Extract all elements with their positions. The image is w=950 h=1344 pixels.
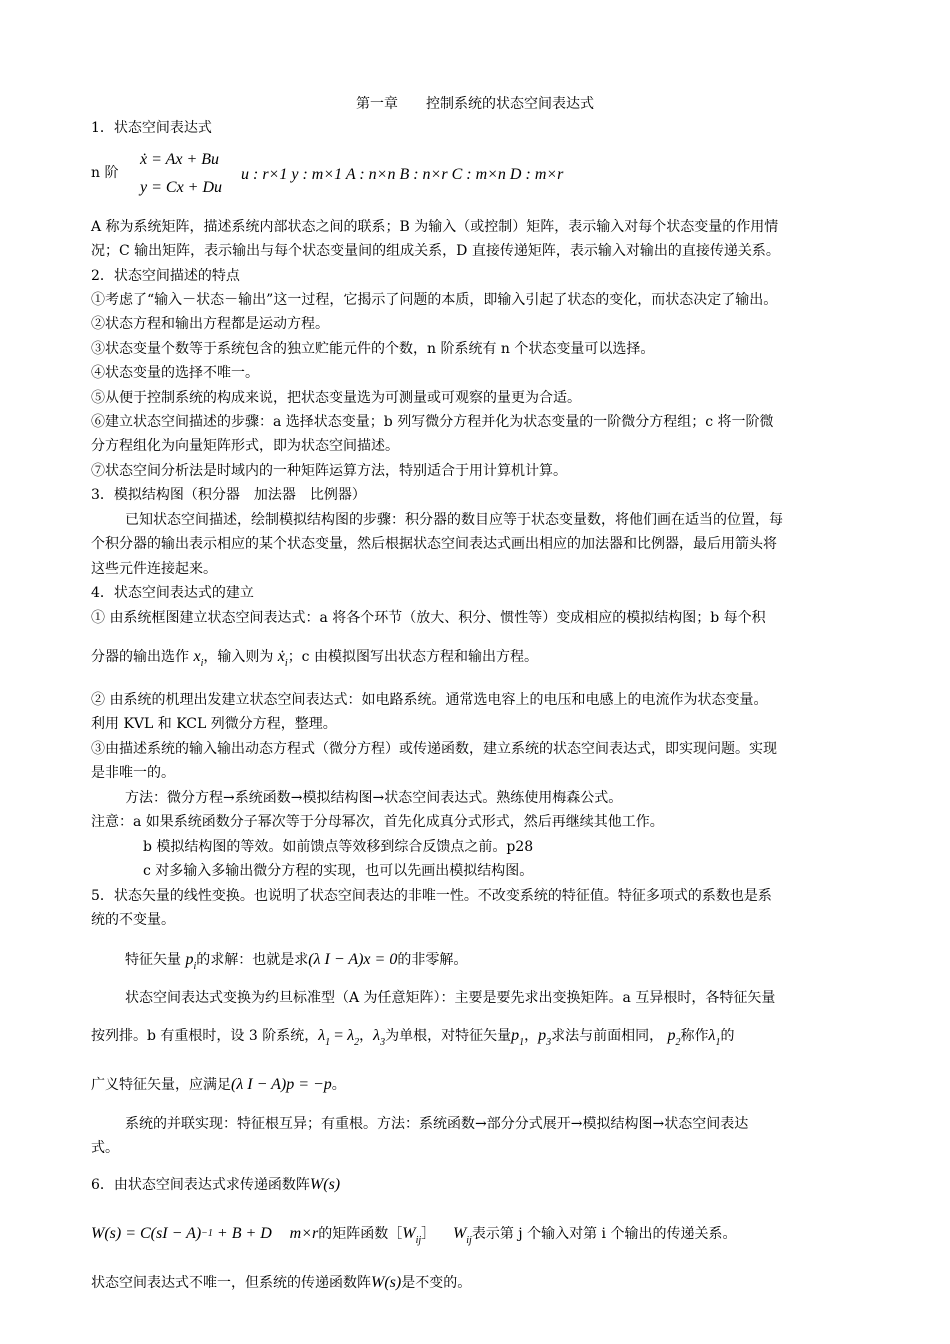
math-subscript: i: [200, 658, 204, 669]
text-run: 的矩阵函数［: [318, 1226, 403, 1242]
paragraph-line: A 称为系统矩阵，描述系统内部状态之间的联系；B 为输入（或控制）矩阵，表示输入对每个状态变量的作用情: [91, 219, 779, 235]
text-run: 。: [331, 1077, 346, 1093]
section-3-heading: 3．模拟结构图（积分器 加法器 比例器）: [91, 487, 366, 503]
list-item: ① 由系统框图建立状态空间表达式：a 将各个环节（放大、积分、惯性等）变成相应的模拟结构图；b 每个积: [91, 610, 766, 626]
math-p: p: [667, 1027, 676, 1044]
eigenvector-line: [91, 948, 909, 973]
text-run: 的非零解。: [397, 952, 468, 968]
math-subscript: ij: [466, 1235, 472, 1246]
text-run: 称作: [680, 1028, 709, 1044]
paragraph-line: 按列排。b 有重根时，设 3 阶系统，$\lambda_1 = \lambda_2$，$\lambda_3$为单根，对特征矢量$p_1$，$p_3$求法与前面相同， $p_2$称作$\lambda_1$的: [91, 1027, 735, 1048]
paragraph-line: [91, 1073, 909, 1097]
list-item: ⑥建立状态空间描述的步骤：a 选择状态变量；b 列写微分方程并化为状态变量的一阶微分方程组；c 将一阶微: [91, 414, 774, 430]
paragraph-line: 个积分器的输出表示相应的某个状态变量，然后根据状态空间表达式画出相应的加法器和比例器，最后用箭头将: [91, 536, 777, 552]
note-line: c 对多输入多输出微分方程的实现，也可以先画出模拟结构图。: [143, 863, 534, 879]
math-Ws: W(s): [371, 1274, 402, 1291]
text-run: 为单根，对特征矢量: [385, 1028, 512, 1044]
note-line: 注意：a 如果系统函数分子幂次等于分母幂次，首先化成真分式形式，然后再继续其他工作。: [91, 814, 664, 830]
list-item: ② 由系统的机理出发建立状态空间表达式：如电路系统。通常选电容上的电压和电感上的电流作为状态变量。: [91, 692, 768, 708]
math-xdot: ẋ: [277, 648, 285, 665]
math-m-by-r: m×r: [289, 1225, 319, 1242]
final-line: [91, 1271, 909, 1295]
paragraph-line: 已知状态空间描述，绘制模拟结构图的步骤：积分器的数目应等于状态变量数，将他们画在适当的位置，每: [125, 512, 783, 528]
text-run: 分器的输出选作: [91, 649, 189, 665]
text-run: 特征矢量: [125, 952, 181, 968]
list-item: ⑤从便于控制系统的构成来说，把状态变量选为可测量或可观察的量更为合适。: [91, 390, 581, 406]
chapter-name: 控制系统的状态空间表达式: [426, 96, 594, 112]
math-equals: =: [330, 1027, 348, 1044]
math-subscript: 1: [519, 1037, 525, 1048]
section-6-heading: [91, 1173, 909, 1197]
math-W-rest: + B + D: [212, 1225, 272, 1242]
math-p: p: [185, 951, 194, 968]
math-subscript: 3: [546, 1037, 552, 1048]
text-run: ］: [421, 1226, 436, 1242]
math-subscript: ij: [415, 1235, 422, 1246]
text-run: 的求解：也就是求: [196, 952, 309, 968]
math-subscript: i: [284, 658, 288, 669]
math-subscript: 2: [354, 1037, 360, 1048]
output-equation: y = Cx + Du: [140, 179, 223, 196]
paragraph-line: 况；C 输出矩阵，表示输出与每个状态变量间的组成关系，D 直接传递矩阵，表示输入对输出的直接传递关系。: [91, 243, 780, 259]
dimension-list: u : r×1 y : m×1 A : n×n B : n×r C : m×n D : m×r: [241, 166, 564, 183]
note-line: b 模拟结构图的等效。如前馈点等效移到综合反馈点之前。p28: [143, 839, 534, 855]
list-item: ①考虑了“输入－状态－输出”这一过程，它揭示了问题的本质，即输入引起了状态的变化，而状态决定了输出。: [91, 292, 778, 308]
math-subscript: 1: [325, 1037, 331, 1048]
text-run: ；c 由模拟图写出状态方程和输出方程。: [287, 649, 538, 665]
list-item: ⑦状态空间分析法是时域内的一种矩阵运算方法，特别适合于用计算机计算。: [91, 463, 567, 479]
text-run: 状态空间表达式不唯一，但系统的传递函数阵: [91, 1275, 371, 1291]
math-inverse: −1: [201, 1228, 213, 1239]
list-item: 分方程组化为向量矩阵形式，即为状态空间描述。: [91, 438, 399, 454]
section-5-heading: 5．状态矢量的线性变换。也说明了状态空间表达的非唯一性。不改变系统的特征值。特征多项式的系数也是系: [91, 888, 772, 904]
math-subscript: 1: [715, 1037, 721, 1048]
math-eigen-equation: (λ I − A)x = 0: [308, 951, 398, 968]
list-item: 利用 KVL 和 KCL 列微分方程，整理。: [91, 716, 337, 732]
list-item: ③由描述系统的输入输出动态方程式（微分方程）或传递函数，建立系统的状态空间表达式，即实现问题。实现: [91, 741, 777, 757]
chapter-title: [0, 94, 950, 114]
list-item: ②状态方程和输出方程都是运动方程。: [91, 316, 329, 332]
method-line: 方法：微分方程→系统函数→模拟结构图→状态空间表达式。熟练使用梅森公式。: [125, 790, 623, 806]
list-item: ③状态变量个数等于系统包含的独立贮能元件的个数，n 阶系统有 n 个状态变量可以选择。: [91, 341, 655, 357]
math-generalized-equation: (λ I − A)p = −p: [231, 1076, 332, 1093]
paragraph-line: 状态空间表达式变换为约旦标准型（A 为任意矩阵）：主要是要先求出变换矩阵。a 互异根时，各特征矢量: [125, 990, 776, 1006]
chapter-number: 第一章: [356, 96, 398, 112]
paragraph-line: 这些元件连接起来。: [91, 561, 217, 577]
math-p: p: [538, 1027, 547, 1044]
math-p: p: [511, 1027, 520, 1044]
text-run: 按列排。b 有重根时，设 3 阶系统，: [91, 1028, 319, 1044]
text-run: 的: [720, 1028, 735, 1044]
text-run: 表示第 j 个输入对第 i 个输出的传递关系。: [471, 1226, 737, 1242]
transfer-function-line: [91, 1222, 909, 1247]
list-item: 是非唯一的。: [91, 765, 175, 781]
text-run: ，输入则为: [203, 649, 274, 665]
text-run: 求法与前面相同，: [551, 1028, 664, 1044]
math-lambda: λ: [708, 1027, 716, 1044]
state-equation: ẋ = Ax + Bu: [140, 151, 220, 168]
math-W-formula: W(s) = C(sI − A): [91, 1225, 202, 1242]
math-subscript: 2: [675, 1037, 681, 1048]
paragraph-line: 系统的并联实现：特征根互异；有重根。方法：系统函数→部分分式展开→模拟结构图→状态空间表达: [125, 1116, 749, 1132]
math-subscript: 3: [380, 1037, 386, 1048]
section-4-heading: 4．状态空间表达式的建立: [91, 585, 254, 601]
math-W: W: [402, 1225, 416, 1242]
n-order-label: n 阶: [91, 165, 119, 181]
math-lambda: λ: [318, 1027, 326, 1044]
text-run: 广义特征矢量，应满足: [91, 1077, 231, 1093]
math-subscript: i: [193, 961, 197, 972]
math-W: W: [452, 1225, 467, 1242]
text-run: 6．由状态空间表达式求传递函数阵: [91, 1177, 310, 1193]
list-item: [91, 645, 909, 670]
math-lambda: λ: [373, 1027, 381, 1044]
math-x: x: [193, 648, 201, 665]
math-Ws: W(s): [309, 1176, 341, 1193]
math-lambda: λ: [347, 1027, 355, 1044]
section-1-heading: 1．状态空间表达式: [91, 120, 212, 136]
section-2-heading: 2．状态空间描述的特点: [91, 268, 240, 284]
text-run: 是不变的。: [401, 1275, 472, 1291]
paragraph-line: 式。: [91, 1140, 119, 1156]
paragraph-line: 统的不变量。: [91, 912, 175, 928]
list-item: ④状态变量的选择不唯一。: [91, 365, 259, 381]
